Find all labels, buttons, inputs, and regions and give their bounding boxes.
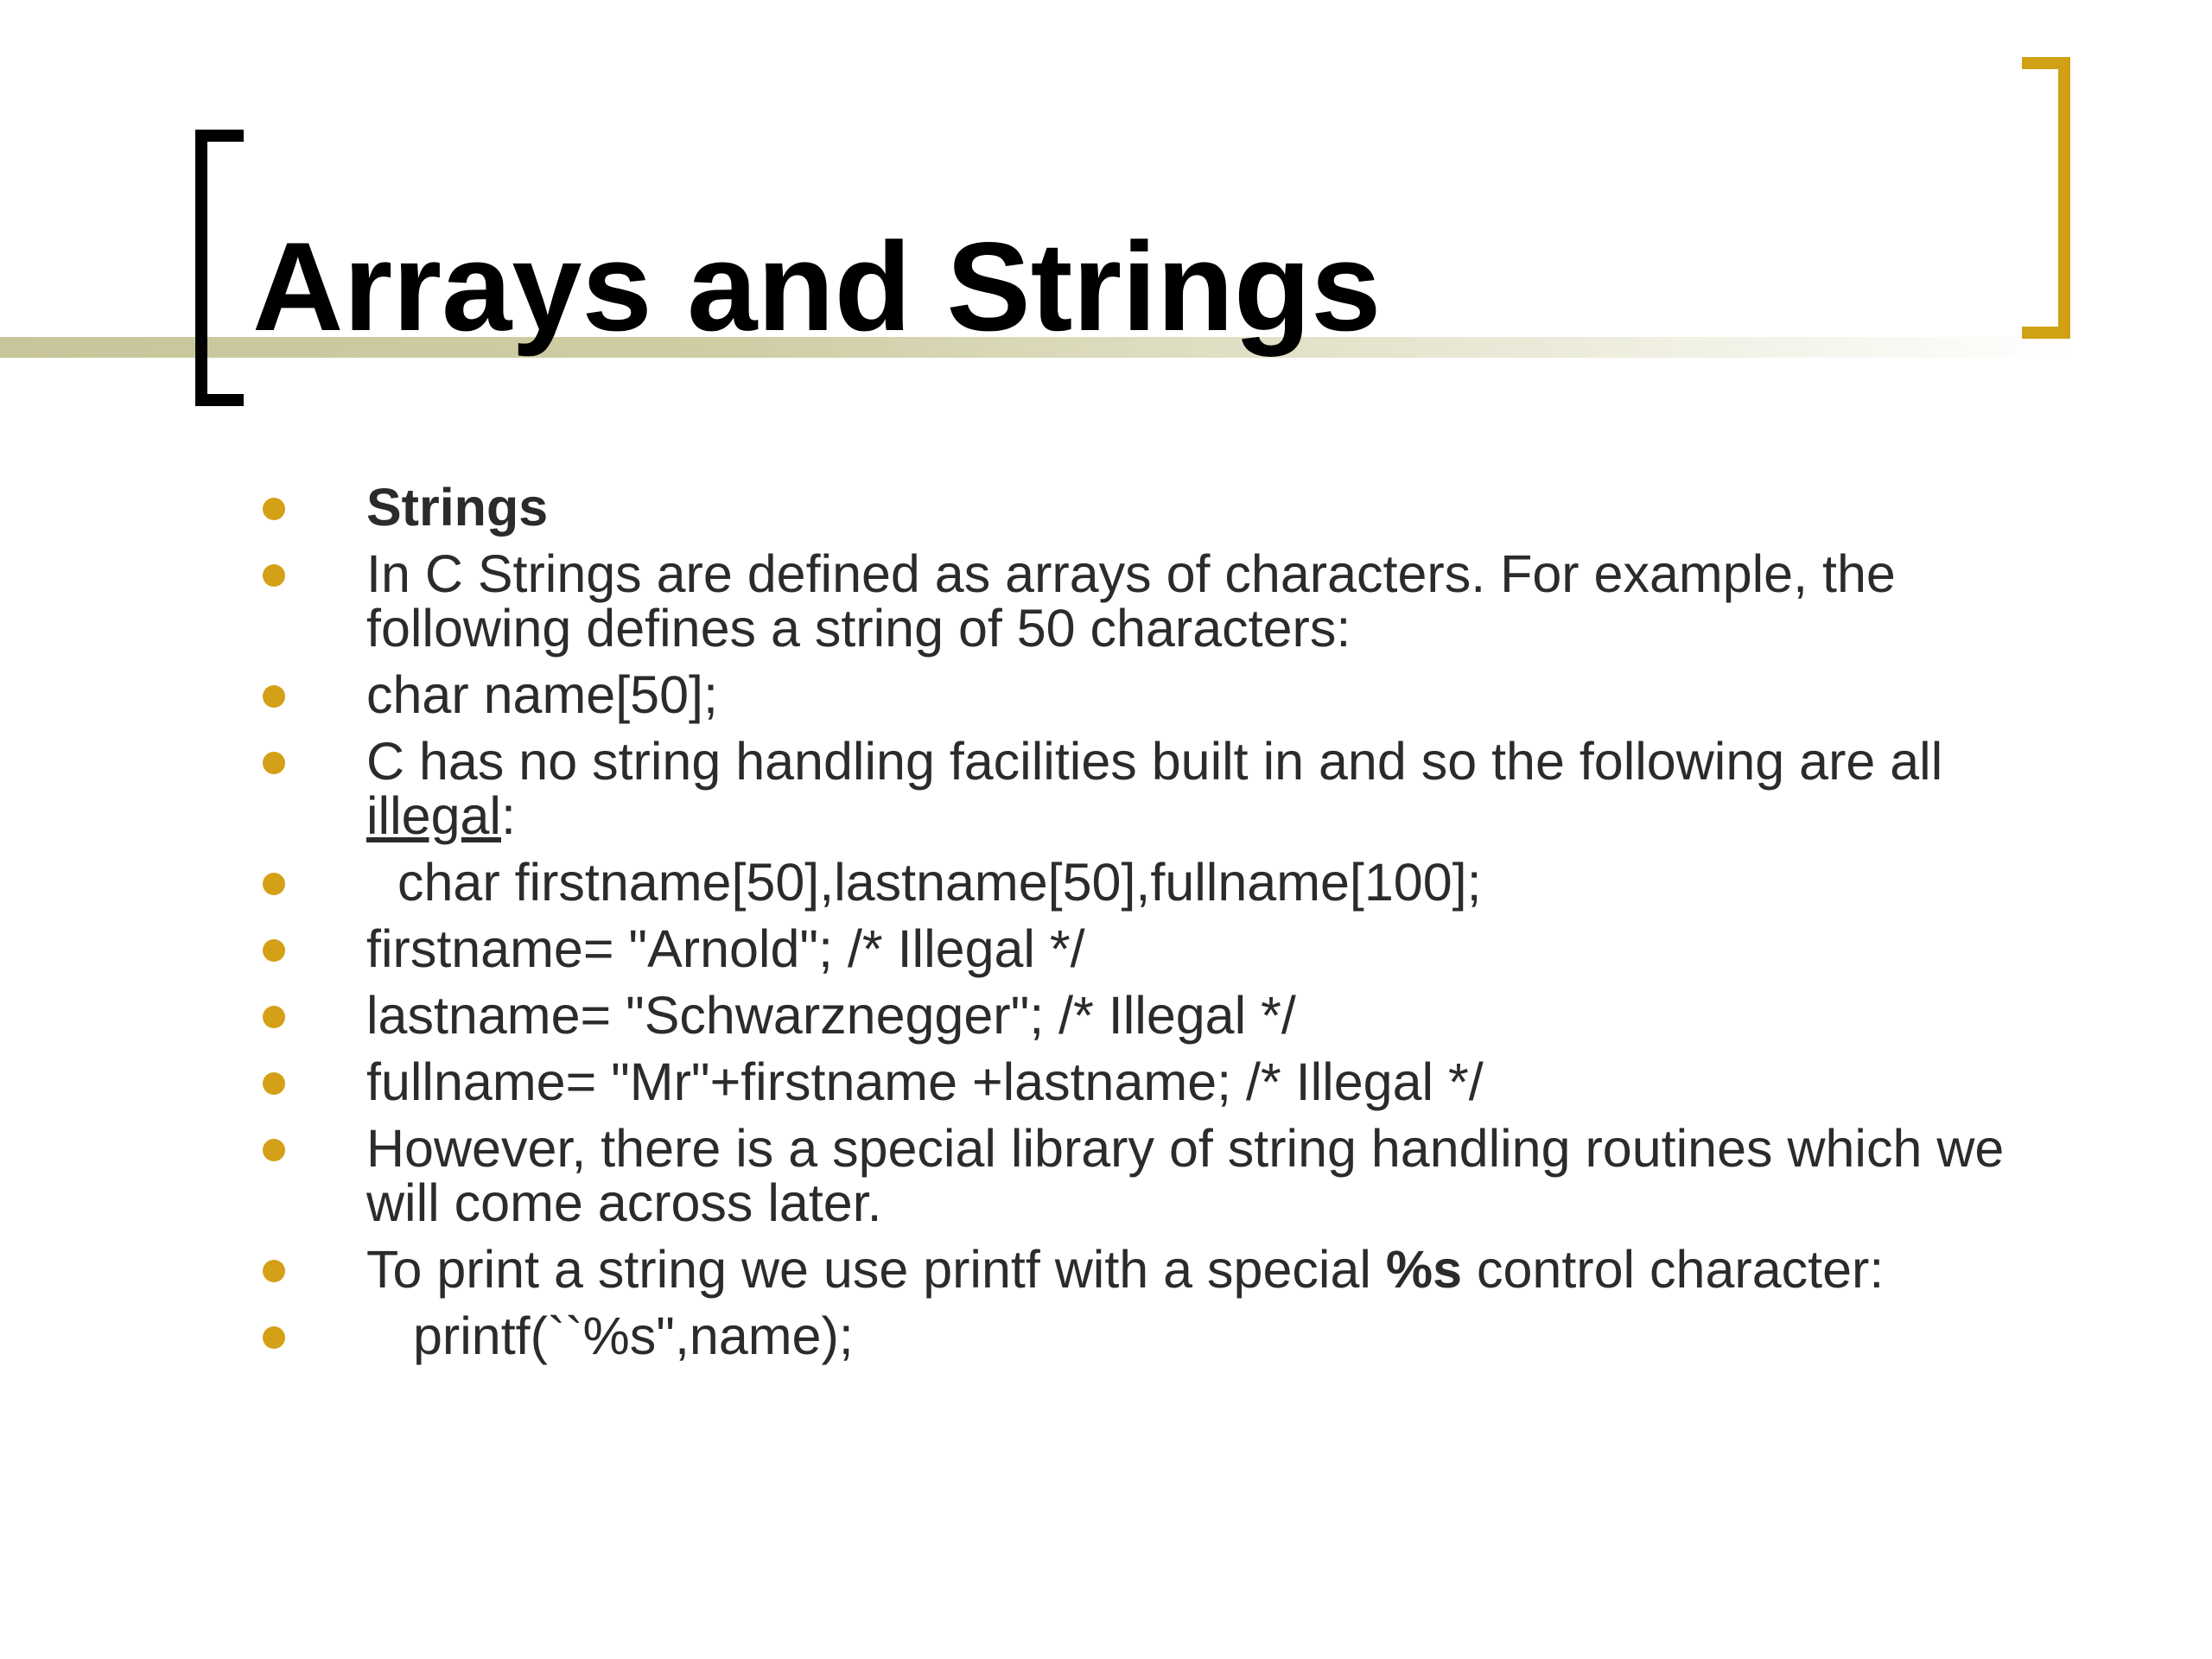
left-bracket-decoration <box>195 130 244 406</box>
bullet-dot-icon <box>263 685 285 708</box>
bullet-text: In C Strings are defined as arrays of characters. For example, the following defines a string of 50 characters: <box>366 544 1896 658</box>
bullet-dot-icon <box>263 752 285 774</box>
bullet-dot-icon <box>263 498 285 520</box>
bullet-dot-icon <box>263 1139 285 1161</box>
format-specifier: %s <box>1385 1240 1463 1299</box>
bullet-text-before: To print a string we use printf with a special <box>366 1240 1386 1299</box>
bullet-dot-icon <box>263 873 285 895</box>
bullet-item-printf-intro <box>259 1240 2065 1299</box>
bullet-dot-icon <box>263 1260 285 1282</box>
bullet-item-strings-heading <box>259 480 2065 535</box>
bullet-text-after: : <box>501 786 516 845</box>
bullet-dot-icon <box>263 1072 285 1095</box>
bullet-item-lastname <box>259 988 2065 1043</box>
bullet-text: Strings <box>366 478 549 537</box>
bullet-dot-icon <box>263 1326 285 1349</box>
bullet-item-char-name <box>259 665 2065 724</box>
bullet-text: However, there is a special library of string handling routines which we will come across later. <box>366 1119 2005 1232</box>
bullet-text: printf(``%s",name); <box>413 1306 854 1365</box>
bullet-item-fullname <box>259 1052 2065 1111</box>
bullet-item-firstname <box>259 919 2065 978</box>
bullet-text-after: control character: <box>1462 1240 1885 1299</box>
bullet-text-before: C has no string handling facilities built in and so the following are all <box>366 732 1943 791</box>
bullet-text: lastname= "Schwarznegger"; /* Illegal */ <box>366 986 1296 1045</box>
bullet-dot-icon <box>263 939 285 962</box>
bullet-item-printf-call <box>259 1306 2065 1365</box>
bullet-text: char firstname[50],lastname[50],fullname[100]; <box>397 853 1482 912</box>
bullet-dot-icon <box>263 1006 285 1028</box>
bullet-dot-icon <box>263 564 285 587</box>
slide-title: Arrays and Strings <box>252 216 1382 357</box>
bullet-text: char name[50]; <box>366 665 718 724</box>
bullet-text <box>366 1240 2065 1299</box>
right-bracket-decoration <box>2022 57 2070 339</box>
underlined-word: illegal <box>366 786 501 845</box>
bullet-item-char-declaration <box>259 855 2065 910</box>
bullet-item-definition <box>259 544 2065 658</box>
bullet-text: fullname= "Mr"+firstname +lastname; /* Illegal */ <box>366 1052 1484 1111</box>
bullet-list <box>259 480 2065 1376</box>
bullet-item-no-handling <box>259 734 2065 843</box>
bullet-text: firstname= "Arnold"; /* Illegal */ <box>366 919 1085 978</box>
bullet-text <box>366 734 2065 843</box>
bullet-item-library <box>259 1119 2065 1232</box>
